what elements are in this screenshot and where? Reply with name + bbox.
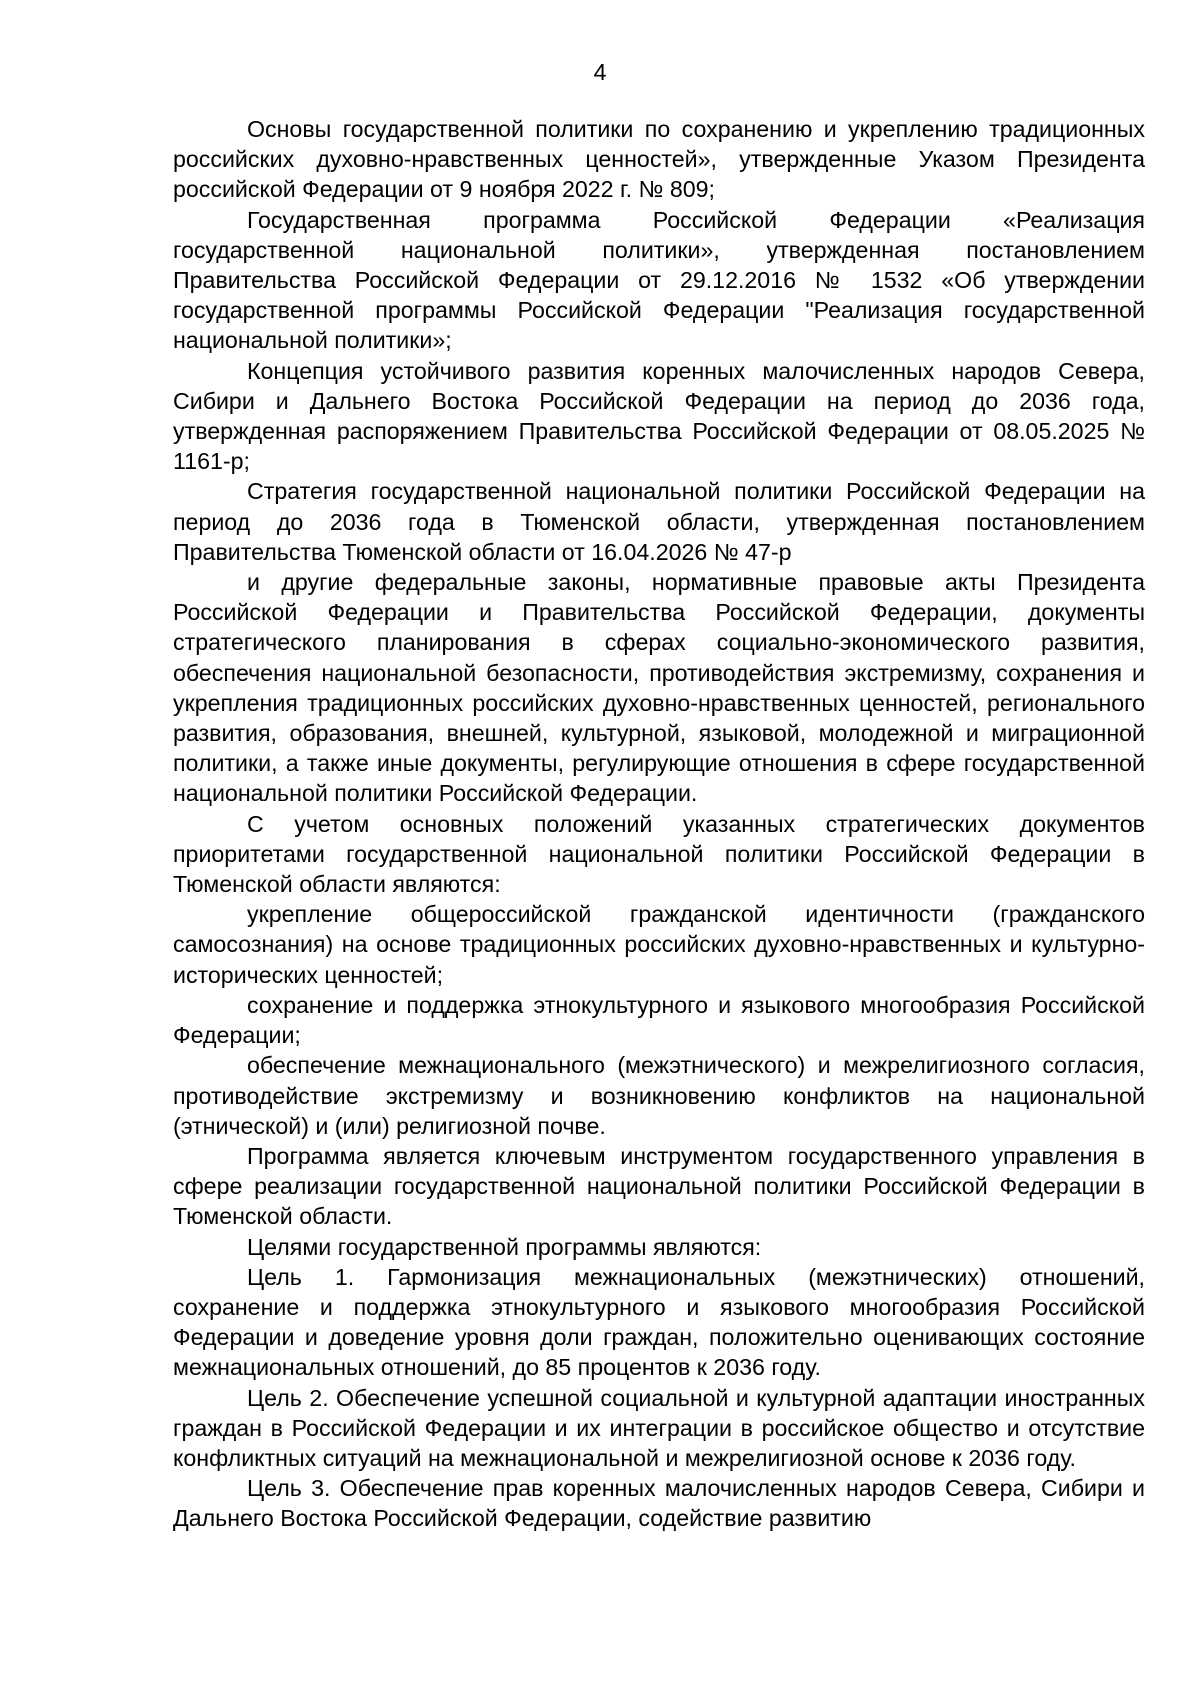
paragraph-goals-intro: Целями государственной программы являются: [247,1233,762,1260]
paragraph-goal-2: Цель 2. Обеспечение успешной социальной и культурной адаптации иностранных граждан в Российской Федерации и их интеграции в российское общество и отсутствие конфликтных ситуаций на межнациональной и межрелигиозной основе к 2036 году. [173,1384,1145,1471]
paragraph-state-program: Государственная программа Российской Федерации «Реализация государственной национальной политики», утвержденная постановлением Правительства Российской Федерации от 29.12.2016 № 1532 «Об утверждении государственной программы Российской Федерации "Реализация государственной национальной политики»; [173,206,1145,354]
paragraph-priorities-intro: С учетом основных положений указанных стратегических документов приоритетами государственной национальной политики Российской Федерации в Тюменской области являются: [173,810,1145,898]
paragraph-concept-indigenous: Концепция устойчивого развития коренных малочисленных народов Севера, Сибири и Дальнего Востока Российской Федерации на период до 2036 года, утвержденная распоряжением Правительства Российской Федерации от 08.05.2025 № 1161-р; [173,357,1145,475]
paragraph-goal-3: Цель 3. Обеспечение прав коренных малочисленных народов Севера, Сибири и Дальнего Востока Российской Федерации, содействие развитию [173,1475,1145,1532]
document-body [173,114,1145,1534]
paragraph-other-laws: и другие федеральные законы, нормативные правовые акты Президента Российской Федерации и Правительства Российской Федерации, документы стратегического планирования в сферах социально-экономического развития, обеспечения национальной безопасности, противодействия экстремизму, сохранения и укрепления традиционных российских духовно-нравственных ценностей, регионального развития, образования, внешней, культурной, языковой, молодежной и миграционной политики, а также иные документы, регулирующие отношения в сфере государственной национальной политики Российской Федерации. [173,569,1145,807]
paragraph-program-instrument: Программа является ключевым инструментом государственного управления в сфере реализации государственной национальной политики Российской Федерации в Тюменской области. [173,1142,1145,1230]
paragraph-foundations-policy: Основы государственной политики по сохранению и укреплению традиционных российских духовно-нравственных ценностей», утвержденные Указом Президента российской Федерации от 9 ноября 2022 г. № 809; [173,116,1145,203]
page-number: 4 [593,59,607,85]
paragraph-goal-1: Цель 1. Гармонизация межнациональных (межэтнических) отношений, сохранение и поддержка этнокультурного и языкового многообразия Российской Федерации и доведение уровня доли граждан, положительно оценивающих состояние межнациональных отношений, до 85 процентов к 2036 году. [173,1263,1145,1381]
paragraph-priority-identity: укрепление общероссийской гражданской идентичности (гражданского самосознания) на основе традиционных российских духовно-нравственных и культурно-исторических ценностей; [173,901,1145,988]
paragraph-priority-harmony: обеспечение межнационального (межэтнического) и межрелигиозного согласия, противодействие экстремизму и возникновению конфликтов на национальной (этнической) и (или) религиозной почве. [173,1052,1145,1139]
paragraph-strategy-tyumen: Стратегия государственной национальной политики Российской Федерации на период до 2036 года в Тюменской области, утвержденная постановлением Правительства Тюменской области от 16.04.2026 № 47-р [173,478,1145,565]
paragraph-priority-diversity: сохранение и поддержка этнокультурного и языкового многообразия Российской Федерации; [173,991,1145,1049]
